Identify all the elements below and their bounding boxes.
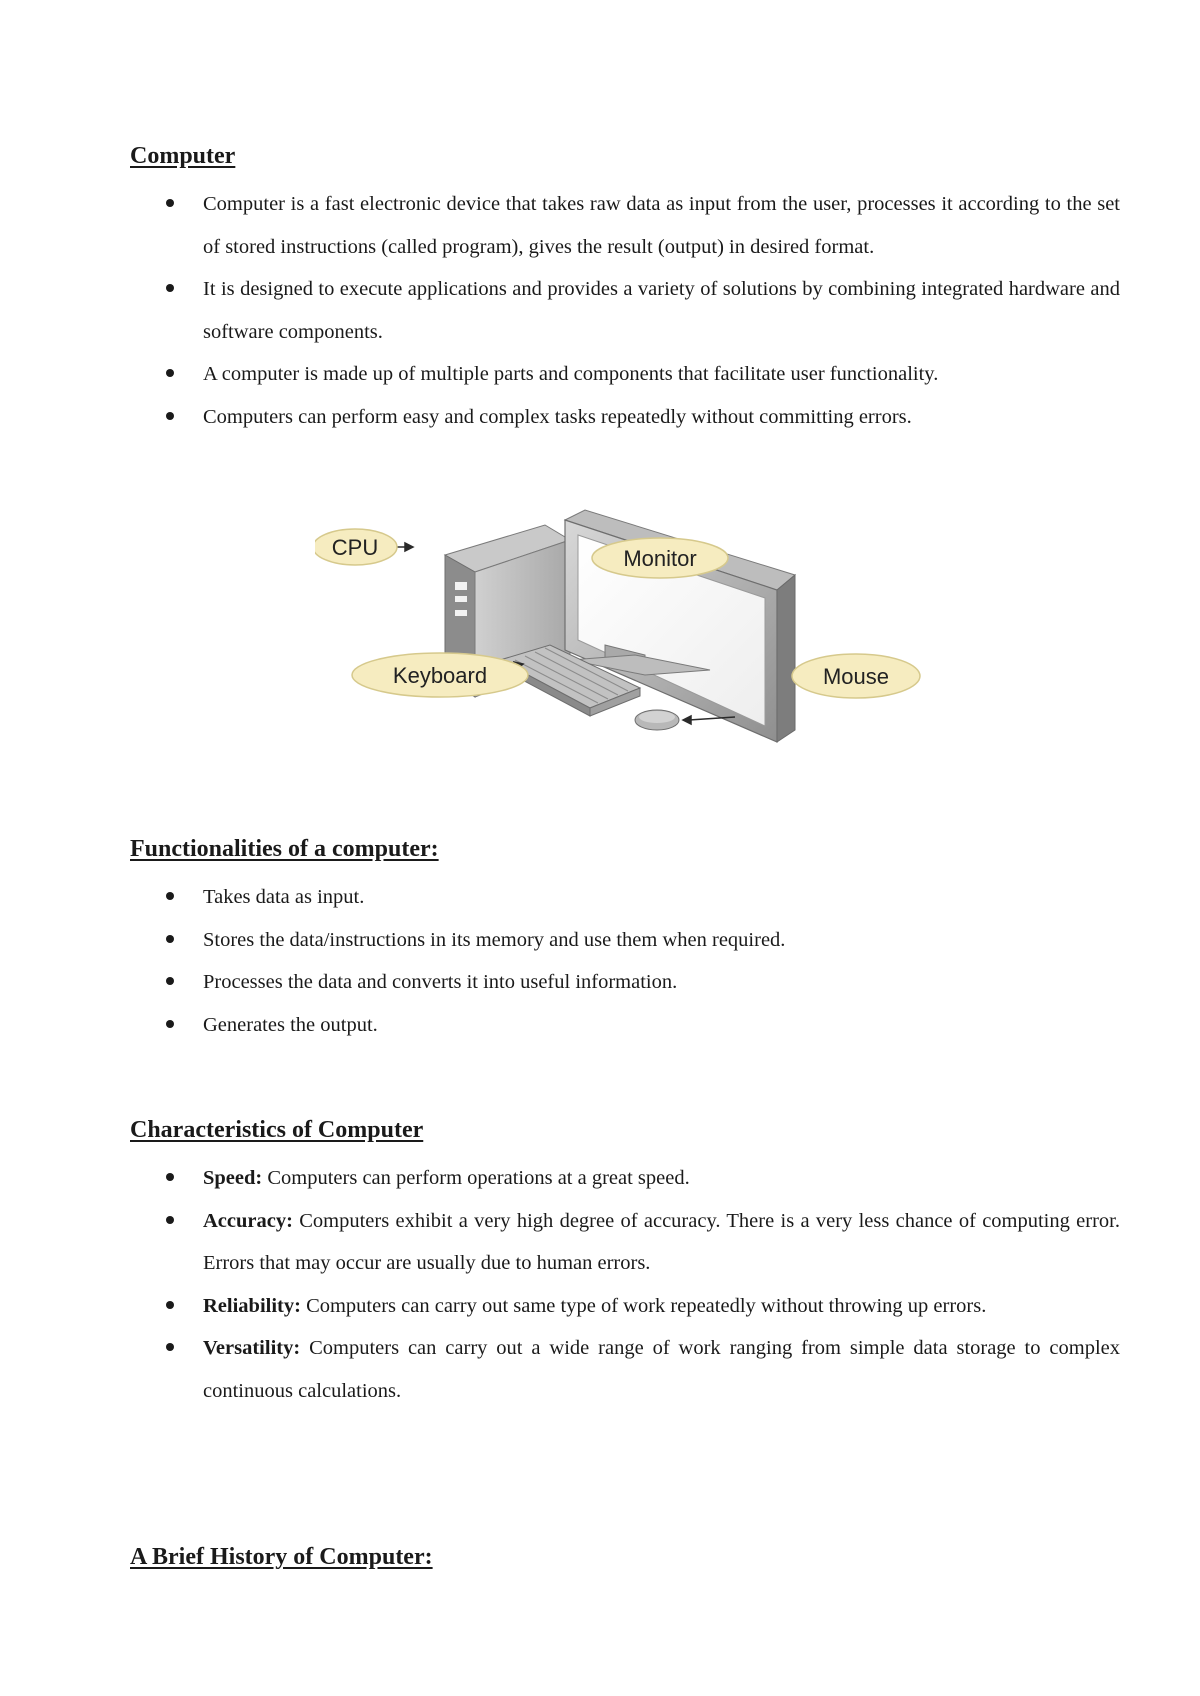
list-item: Generates the output.	[0, 1004, 1200, 1047]
bullet-icon	[166, 1301, 174, 1309]
bullet-icon	[166, 412, 174, 420]
svg-text:CPU: CPU	[331, 535, 379, 560]
bullet-icon	[166, 1173, 174, 1181]
bullet-icon	[166, 1343, 174, 1351]
bullet-icon	[166, 977, 174, 985]
list-item: Accuracy: Computers exhibit a very high degree of accuracy. There is a very less chance of computing error. Errors that may occur are usually due to human errors.	[0, 1200, 1200, 1285]
list-item: It is designed to execute applications and provides a variety of solutions by combining integrated hardware and software components.	[0, 268, 1200, 353]
functionalities-bullet-list	[0, 876, 1200, 1046]
list-item: A computer is made up of multiple parts and components that facilitate user functionality.	[0, 353, 1200, 396]
characteristic-term: Reliability:	[203, 1294, 301, 1317]
list-item: Computer is a fast electronic device that takes raw data as input from the user, processes it according to the set of stored instructions (called program), gives the result (output) in desired format.	[0, 183, 1200, 268]
bullet-icon	[166, 1020, 174, 1028]
list-item: Versatility: Computers can carry out a wide range of work ranging from simple data storage to complex continuous calculations.	[0, 1327, 1200, 1412]
computer-bullet-list	[0, 183, 1200, 438]
heading-computer: Computer	[130, 143, 236, 169]
list-item: Takes data as input.	[0, 876, 1200, 919]
bullet-icon	[166, 284, 174, 292]
label-keyboard	[352, 653, 528, 697]
characteristic-term: Versatility:	[203, 1337, 301, 1359]
svg-text:Keyboard: Keyboard	[392, 663, 488, 688]
list-item: Reliability: Computers can carry out same type of work repeatedly without throwing up errors.	[0, 1285, 1200, 1328]
label-mouse	[792, 654, 920, 698]
heading-functionalities: Functionalities of a computer:	[130, 836, 439, 862]
bullet-icon	[166, 892, 174, 900]
characteristic-term: Accuracy:	[203, 1209, 293, 1232]
bullet-icon	[166, 935, 174, 943]
bullet-icon	[166, 1216, 174, 1224]
list-item: Processes the data and converts it into useful information.	[0, 961, 1200, 1004]
label-cpu	[315, 529, 397, 565]
computer-parts-figure	[315, 500, 935, 770]
bullet-icon	[166, 199, 174, 207]
label-monitor	[592, 538, 728, 578]
list-item: Speed: Computers can perform operations at a great speed.	[0, 1157, 1200, 1200]
list-item: Stores the data/instructions in its memory and use them when required.	[0, 919, 1200, 962]
heading-characteristics: Characteristics of Computer	[130, 1117, 424, 1143]
characteristic-term: Speed:	[203, 1167, 263, 1189]
svg-text:Monitor: Monitor	[623, 546, 697, 571]
bullet-icon	[166, 369, 174, 377]
characteristics-bullet-list	[0, 1157, 1200, 1412]
heading-history: A Brief History of Computer:	[130, 1544, 433, 1570]
mouse-icon	[635, 710, 679, 730]
svg-text:Mouse: Mouse	[822, 664, 890, 689]
list-item: Computers can perform easy and complex tasks repeatedly without committing errors.	[0, 396, 1200, 439]
